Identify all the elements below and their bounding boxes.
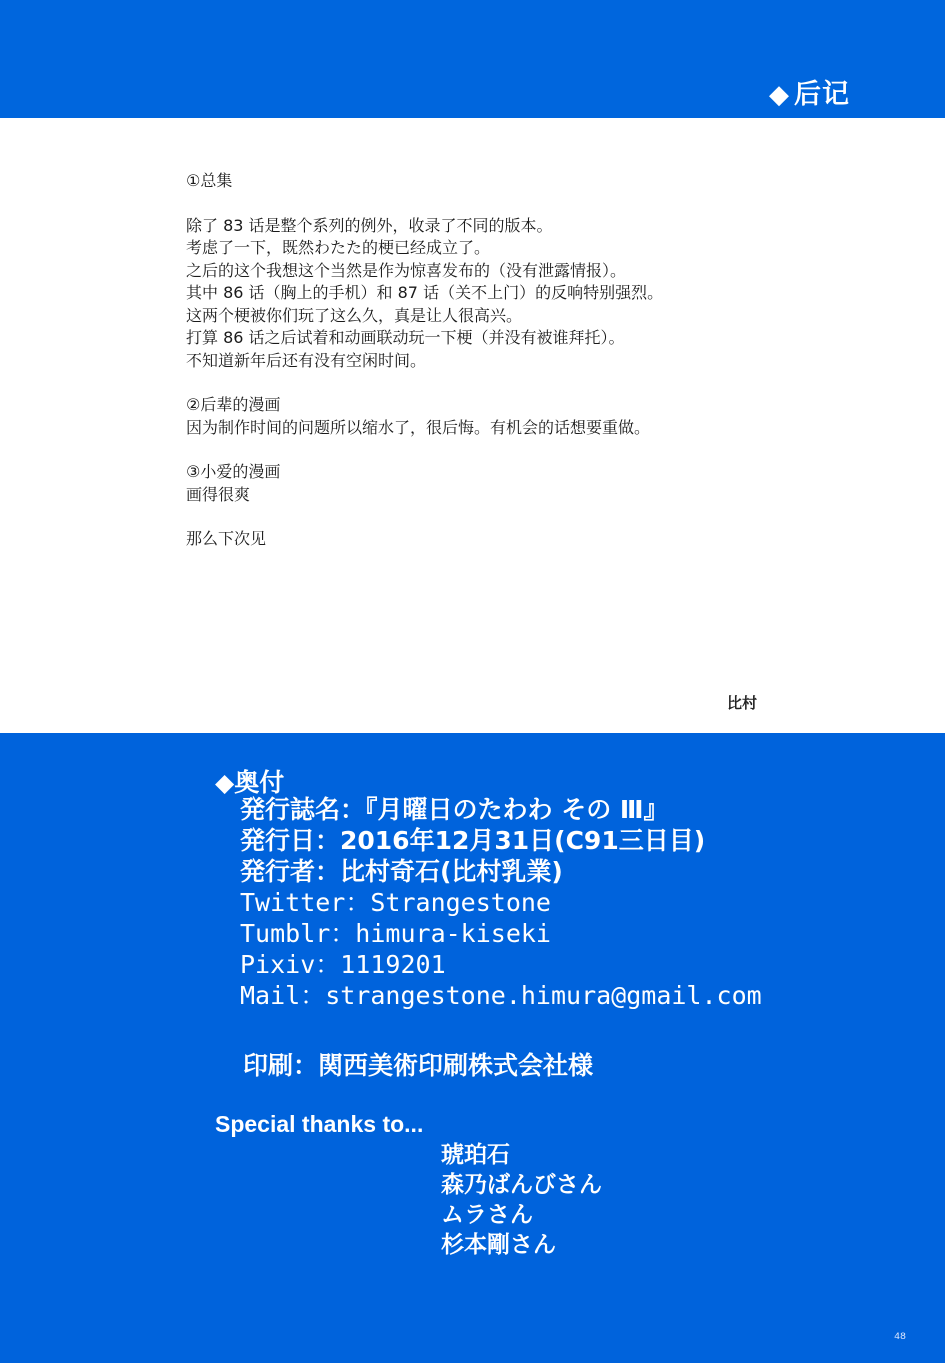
colophon-item-publisher: 発行者：比村奇石(比村乳業) bbox=[240, 857, 563, 886]
colophon-item-date: 発行日：2016年12月31日(C91三日目) bbox=[240, 826, 706, 855]
thanks-item: 杉本剛さん bbox=[441, 1232, 556, 1258]
signature: 比村 bbox=[727, 694, 758, 712]
paragraph-line: 这两个梗被你们玩了这么久，真是让人很高兴。 bbox=[186, 305, 523, 325]
paragraph-line: 其中 86 话（胸上的手机）和 87 话（关不上门）的反响特别强烈。 bbox=[186, 283, 664, 302]
colophon-band bbox=[0, 733, 945, 1363]
paragraph-line: 除了 83 话是整个系列的例外，收录了不同的版本。 bbox=[186, 215, 553, 235]
paragraph-line: 之后的这个我想这个当然是作为惊喜发布的（没有泄露情报）。 bbox=[186, 260, 627, 280]
colophon-item-title: 発行誌名：『月曜日のたわわ その Ⅲ』 bbox=[240, 795, 669, 824]
diamond-icon: ◆ bbox=[769, 80, 790, 110]
colophon-item-mail: Mail：strangestone.himura@gmail.com bbox=[240, 981, 762, 1010]
section-heading: ③小爱的漫画 bbox=[186, 462, 281, 481]
paragraph-line: 打算 86 话之后试着和动画联动玩一下梗（并没有被谁拜托）。 bbox=[186, 328, 625, 347]
colophon-item-twitter: Twitter：Strangestone bbox=[240, 888, 551, 917]
section-heading: ①总集 bbox=[186, 171, 233, 190]
afterword-body bbox=[186, 170, 826, 551]
printer-credit: 印刷：関西美術印刷株式会社様 bbox=[243, 1051, 594, 1080]
paragraph-line: 考虑了一下，既然わたた的梗已经成立了。 bbox=[186, 238, 491, 257]
colophon-list bbox=[240, 794, 762, 1011]
afterword-title-text: 后记 bbox=[794, 79, 850, 110]
page-number: 48 bbox=[893, 1332, 906, 1343]
afterword-title bbox=[769, 72, 850, 111]
thanks-item: ムラさん bbox=[441, 1202, 533, 1228]
header-band bbox=[0, 0, 945, 118]
section-heading: ②后辈的漫画 bbox=[186, 395, 281, 414]
colophon-item-pixiv: Pixiv：1119201 bbox=[240, 950, 446, 979]
colophon-heading: ◆奥付 bbox=[215, 768, 285, 797]
thanks-item: 森乃ばんびさん bbox=[441, 1172, 602, 1198]
closing-line: 那么下次见 bbox=[186, 529, 267, 548]
thanks-heading: Special thanks to... bbox=[215, 1111, 424, 1137]
colophon-item-tumblr: Tumblr：himura-kiseki bbox=[240, 919, 551, 948]
paragraph-line: 因为制作时间的问题所以缩水了，很后悔。有机会的话想要重做。 bbox=[186, 417, 651, 437]
thanks-item: 琥珀石 bbox=[441, 1142, 510, 1168]
paragraph-line: 不知道新年后还有没有空闲时间。 bbox=[186, 350, 427, 370]
paragraph-line: 画得很爽 bbox=[186, 484, 251, 504]
thanks-list bbox=[441, 1140, 602, 1260]
